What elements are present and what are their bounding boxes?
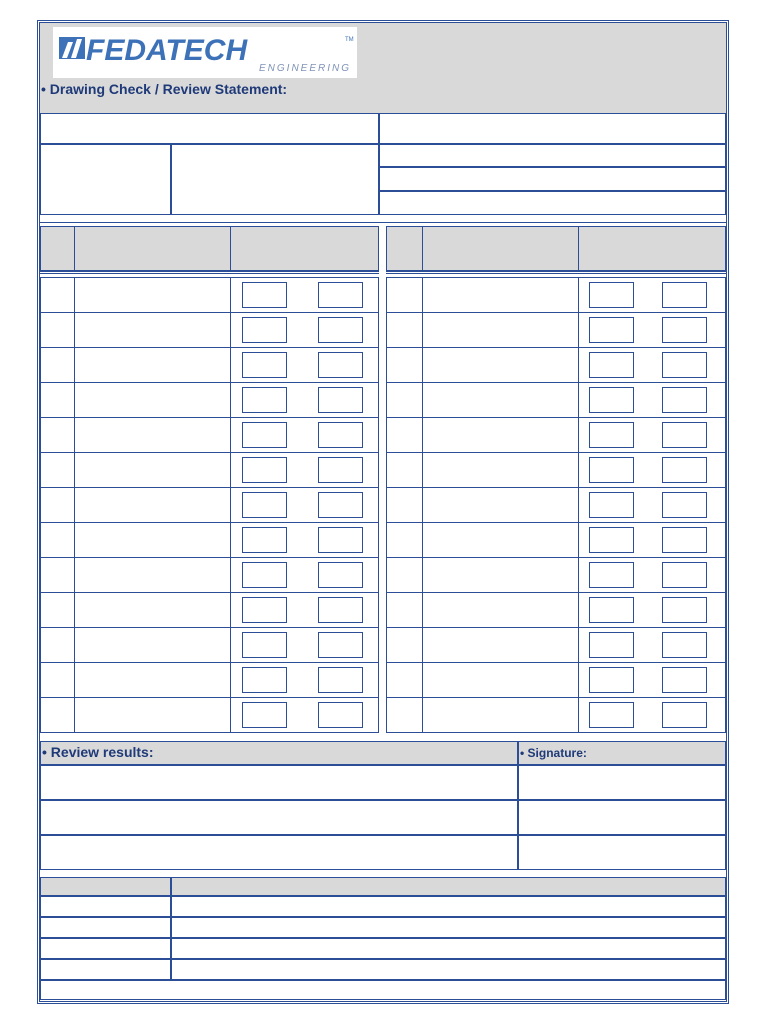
divider xyxy=(578,277,579,733)
left-check-box-2[interactable] xyxy=(318,562,363,588)
right-check-box-1[interactable] xyxy=(589,597,634,623)
left-check-box-2[interactable] xyxy=(318,527,363,553)
bottom-table-footer[interactable] xyxy=(40,980,726,1000)
left-check-box-1[interactable] xyxy=(242,457,287,483)
left-row-divider xyxy=(40,347,379,348)
signature-line-1[interactable] xyxy=(518,765,726,800)
left-check-box-2[interactable] xyxy=(318,492,363,518)
left-check-box-2[interactable] xyxy=(318,282,363,308)
right-check-box-2[interactable] xyxy=(662,422,707,448)
right-row-divider xyxy=(386,557,726,558)
left-row-divider xyxy=(40,662,379,663)
right-row-divider xyxy=(386,697,726,698)
right-row-divider xyxy=(386,312,726,313)
left-check-box-2[interactable] xyxy=(318,667,363,693)
right-row-divider xyxy=(386,662,726,663)
right-check-box-1[interactable] xyxy=(589,492,634,518)
left-row-divider xyxy=(40,312,379,313)
review-result-line-1[interactable] xyxy=(40,765,518,800)
right-row-divider xyxy=(386,592,726,593)
right-check-box-1[interactable] xyxy=(589,702,634,728)
divider xyxy=(422,226,423,271)
left-check-box-1[interactable] xyxy=(242,317,287,343)
bottom-table-cell[interactable] xyxy=(40,959,171,980)
right-check-box-2[interactable] xyxy=(662,387,707,413)
bottom-table-cell[interactable] xyxy=(171,917,726,938)
right-check-box-1[interactable] xyxy=(589,632,634,658)
right-check-box-2[interactable] xyxy=(662,562,707,588)
left-table-header xyxy=(40,226,379,271)
fedatech-logo xyxy=(53,27,357,78)
left-check-box-2[interactable] xyxy=(318,457,363,483)
right-check-box-2[interactable] xyxy=(662,282,707,308)
logo-graphic xyxy=(53,27,357,78)
left-row-divider xyxy=(40,592,379,593)
left-row-divider xyxy=(40,382,379,383)
right-check-box-1[interactable] xyxy=(589,317,634,343)
left-check-box-2[interactable] xyxy=(318,702,363,728)
right-check-box-2[interactable] xyxy=(662,317,707,343)
left-check-box-2[interactable] xyxy=(318,317,363,343)
right-check-box-2[interactable] xyxy=(662,702,707,728)
divider xyxy=(40,222,726,223)
right-check-box-1[interactable] xyxy=(589,422,634,448)
right-row-divider xyxy=(386,382,726,383)
bottom-table-cell[interactable] xyxy=(40,938,171,959)
right-check-box-1[interactable] xyxy=(589,527,634,553)
left-check-box-1[interactable] xyxy=(242,387,287,413)
bottom-table-cell[interactable] xyxy=(40,896,171,917)
header-double-line xyxy=(386,271,726,274)
right-check-box-1[interactable] xyxy=(589,282,634,308)
divider xyxy=(578,226,579,271)
right-row-divider xyxy=(386,452,726,453)
left-check-box-1[interactable] xyxy=(242,282,287,308)
right-row-divider xyxy=(386,627,726,628)
divider xyxy=(230,277,231,733)
left-check-box-1[interactable] xyxy=(242,492,287,518)
left-row-divider xyxy=(40,487,379,488)
bottom-table-cell[interactable] xyxy=(171,959,726,980)
left-check-box-1[interactable] xyxy=(242,527,287,553)
info-field-2[interactable] xyxy=(379,113,726,144)
left-row-divider xyxy=(40,417,379,418)
logo-subtitle: ENGINEERING xyxy=(259,63,352,74)
left-row-divider xyxy=(40,452,379,453)
divider xyxy=(74,226,75,271)
right-check-box-2[interactable] xyxy=(662,527,707,553)
left-check-box-2[interactable] xyxy=(318,597,363,623)
signature-title: • Signature: xyxy=(520,746,587,760)
signature-line-2[interactable] xyxy=(518,800,726,835)
left-check-box-1[interactable] xyxy=(242,352,287,378)
right-check-box-1[interactable] xyxy=(589,387,634,413)
right-row-divider xyxy=(386,347,726,348)
info-field-6[interactable] xyxy=(379,167,726,191)
right-check-box-2[interactable] xyxy=(662,632,707,658)
left-check-box-2[interactable] xyxy=(318,352,363,378)
info-field-5[interactable] xyxy=(379,144,726,167)
review-result-line-2[interactable] xyxy=(40,800,518,835)
bottom-table-cell[interactable] xyxy=(171,896,726,917)
divider xyxy=(230,226,231,271)
info-field-3[interactable] xyxy=(40,144,171,215)
left-row-divider xyxy=(40,697,379,698)
review-results-title: • Review results: xyxy=(42,744,154,760)
right-table-header xyxy=(386,226,726,271)
left-check-box-1[interactable] xyxy=(242,422,287,448)
logo-wordmark: FEDATECH xyxy=(86,34,248,67)
right-row-divider xyxy=(386,417,726,418)
bottom-table-cell[interactable] xyxy=(40,917,171,938)
left-check-box-1[interactable] xyxy=(242,597,287,623)
info-field-7[interactable] xyxy=(379,191,726,215)
bottom-table-header-2 xyxy=(171,877,726,896)
right-row-divider xyxy=(386,522,726,523)
right-row-divider xyxy=(386,487,726,488)
header-double-line xyxy=(40,271,379,274)
left-check-box-1[interactable] xyxy=(242,632,287,658)
right-check-box-1[interactable] xyxy=(589,352,634,378)
left-check-box-1[interactable] xyxy=(242,667,287,693)
divider xyxy=(74,277,75,733)
right-check-box-1[interactable] xyxy=(589,667,634,693)
right-check-box-1[interactable] xyxy=(589,457,634,483)
divider xyxy=(422,277,423,733)
left-row-divider xyxy=(40,557,379,558)
right-check-box-1[interactable] xyxy=(589,562,634,588)
bottom-table-cell[interactable] xyxy=(171,938,726,959)
left-row-divider xyxy=(40,627,379,628)
right-check-box-2[interactable] xyxy=(662,597,707,623)
info-field-1[interactable] xyxy=(40,113,379,144)
logo-tm: TM xyxy=(345,37,354,43)
statement-title: • Drawing Check / Review Statement: xyxy=(41,81,288,97)
left-check-box-1[interactable] xyxy=(242,562,287,588)
signature-line-3[interactable] xyxy=(518,835,726,870)
right-check-box-2[interactable] xyxy=(662,457,707,483)
left-check-box-1[interactable] xyxy=(242,702,287,728)
bottom-table-header-1 xyxy=(40,877,171,896)
left-row-divider xyxy=(40,522,379,523)
right-check-box-2[interactable] xyxy=(662,667,707,693)
left-check-box-2[interactable] xyxy=(318,387,363,413)
review-result-line-3[interactable] xyxy=(40,835,518,870)
right-check-box-2[interactable] xyxy=(662,352,707,378)
right-check-box-2[interactable] xyxy=(662,492,707,518)
info-field-4[interactable] xyxy=(171,144,379,215)
left-check-box-2[interactable] xyxy=(318,422,363,448)
left-check-box-2[interactable] xyxy=(318,632,363,658)
